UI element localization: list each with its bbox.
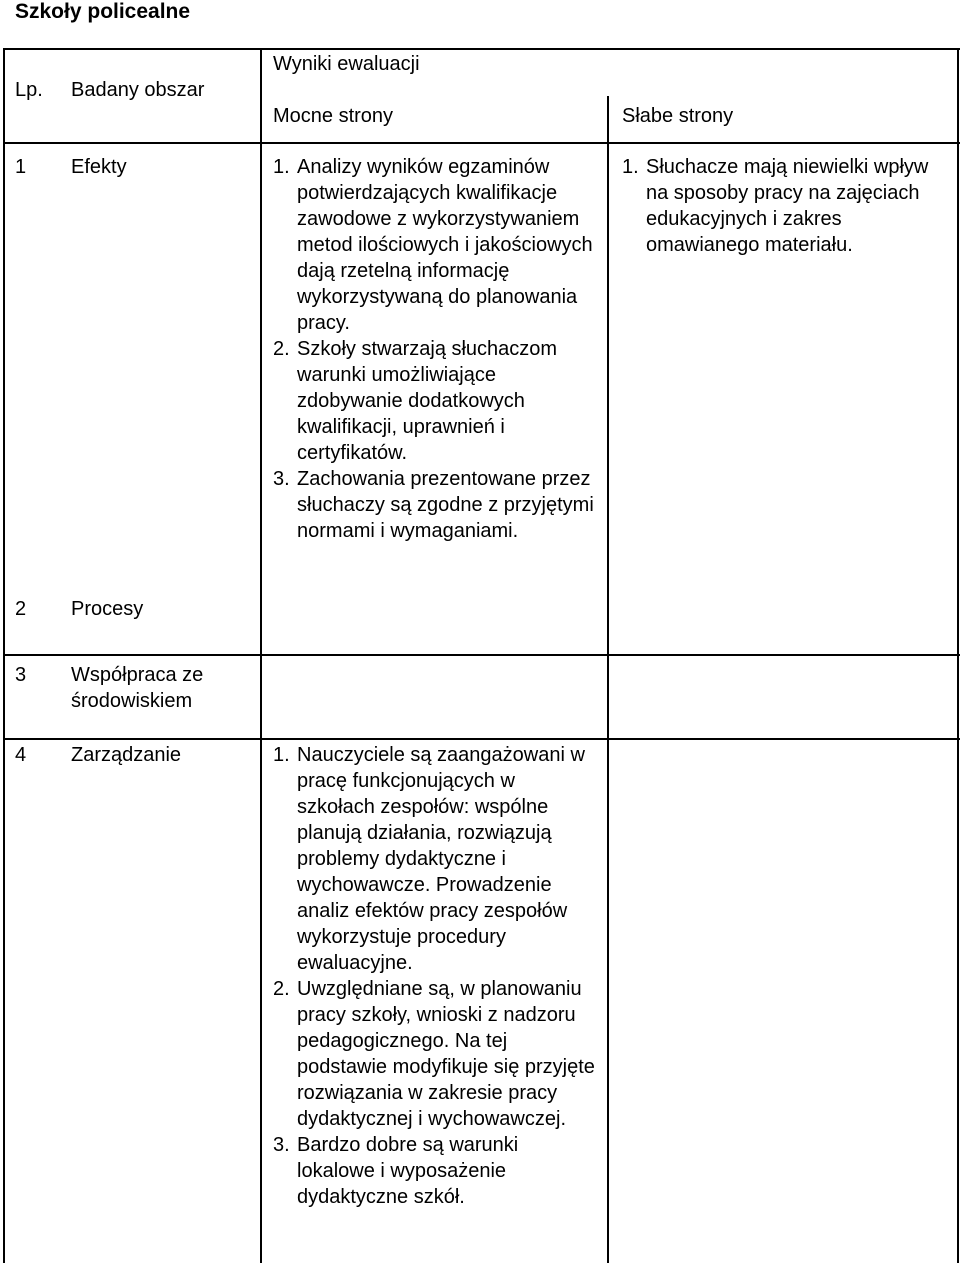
table-divider-header [3, 142, 960, 144]
header-results: Wyniki ewaluacji [273, 53, 420, 75]
strengths-list [273, 742, 598, 1210]
weaknesses-list [622, 154, 932, 258]
row-number: 2 [15, 598, 27, 620]
list-item: 3. Zachowania prezentowane przez słuchaczy są zgodne z przyjętymi normami i wymaganiami. [273, 468, 594, 542]
list-item: 2. Szkoły stwarzają słuchaczom warunki umożliwiające zdobywanie dodatkowych kwalifikacji, uprawnień i certyfikatów. [273, 338, 558, 464]
row-area: Procesy [71, 598, 144, 620]
row-number: 4 [15, 744, 27, 766]
list-item: 1. Analizy wyników egzaminów potwierdzających kwalifikacje zawodowe z wykorzystywaniem metod ilościowych i jakościowych dają rzetelną informację wykorzystywaną do planowania pracy. [273, 156, 593, 334]
header-area: Badany obszar [71, 79, 205, 101]
strengths-list [273, 154, 598, 544]
list-item: 1. Nauczyciele są zaangażowani w pracę funkcjonujących w szkołach zespołów: wspólne planują działania, rozwiązują problemy dydaktyczne i wychowawcze. Prowadzenie analiz efektów pracy zespołów wykorzystuje procedury ewaluacyjne. [273, 744, 585, 974]
table-col-divider-area [260, 48, 262, 1263]
row-number: 3 [15, 664, 27, 686]
list-item: 2. Uwzględniane są, w planowaniu pracy szkoły, wnioski z nadzoru pedagogicznego. Na tej podstawie modyfikuje się przyjęte rozwiązania w zakresie pracy dydaktycznej i wychowawczej. [273, 978, 595, 1130]
row-area: Efekty [71, 156, 127, 178]
list-item: 1. Słuchacze mają niewielki wpływ na sposoby pracy na zajęciach edukacyjnych i zakres omawianego materiału. [622, 156, 929, 256]
page-title: Szkoły policealne [15, 0, 191, 23]
header-weaknesses: Słabe strony [622, 105, 734, 127]
table-divider-row4 [3, 738, 960, 740]
table-border-right [957, 48, 959, 1263]
table-border-top [3, 48, 960, 50]
row-number: 1 [15, 156, 27, 178]
list-item: 3. Bardzo dobre są warunki lokalowe i wyposażenie dydaktyczne szkół. [273, 1134, 519, 1208]
header-strengths: Mocne strony [273, 105, 394, 127]
row-area: Zarządzanie [71, 744, 182, 766]
row-area: Współpraca ze środowiskiem [71, 664, 204, 712]
table-border-left [3, 48, 5, 1263]
header-lp: Lp. [15, 79, 43, 101]
table-divider-row3 [3, 654, 960, 656]
table-col-divider-strengths [607, 96, 609, 1263]
